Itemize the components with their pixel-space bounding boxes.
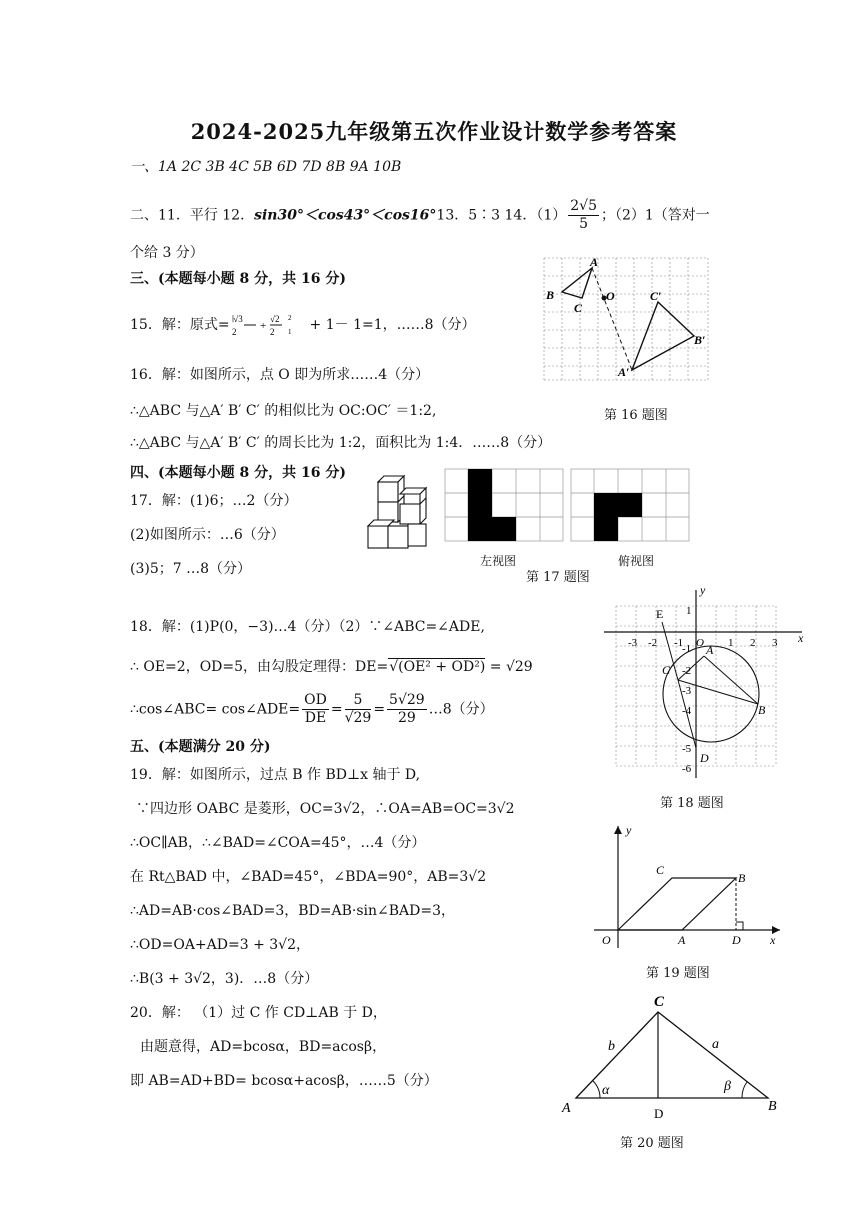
fig18-caption: 第 18 题图	[660, 796, 724, 811]
figure-18	[600, 584, 810, 780]
q17-line-1: 17．解：(1)6；…2（分）	[130, 493, 298, 509]
fig17-caption: 第 17 题图	[526, 570, 590, 585]
figure-20	[556, 992, 790, 1122]
page-title: 2024-2025九年级第五次作业设计数学参考答案	[190, 119, 678, 144]
q19-line-6: ∴OD=OA+AD=3 + 3√2，	[130, 937, 310, 953]
fig18-label-B: B	[758, 703, 766, 717]
q18-frac-2-num: 5	[345, 692, 372, 710]
fig18-xtick: -2	[648, 637, 658, 649]
fig18-ytick: 1	[686, 605, 692, 617]
fill-blank-line	[130, 198, 710, 233]
fig19-label-D: D	[732, 933, 741, 947]
fig18-label-C: C	[662, 663, 671, 677]
fig20-label-a: a	[712, 1037, 719, 1052]
fig18-label-E: E	[656, 607, 664, 621]
q18-sqrt-expr: √(OE² + OD²)	[389, 659, 486, 675]
q14-tail: ；（2）1（答对一	[600, 207, 710, 224]
fig18-label-A: A	[706, 643, 714, 657]
fig18-xtick: 1	[728, 637, 734, 649]
q16-line-2: ∴△ABC 与△A′ B′ C′ 的相似比为 OC:OC′ ＝1:2,	[130, 403, 437, 419]
q16-line-1: 16．解：如图所示，点 O 即为所求……4（分）	[130, 367, 430, 383]
svg-text:√2: √2	[269, 314, 279, 324]
fig16-label-C-prime: C′	[650, 289, 662, 303]
fig18-ytick: -4	[682, 705, 692, 717]
fig20-label-A: A	[562, 1101, 571, 1116]
fig19-label-B: B	[738, 871, 746, 885]
q19-line-2: ∵四边形 OABC 是菱形，OC=3√2，∴OA=AB=OC=3√2	[136, 801, 515, 817]
q20-line-1: 20．解： （1）过 C 作 CD⊥AB 于 D，	[130, 1005, 387, 1021]
section-3-heading: 三、(本题每小题 8 分，共 16 分)	[130, 271, 346, 287]
svg-text:+: +	[259, 320, 266, 332]
fig20-label-beta: β	[724, 1079, 731, 1094]
fig18-ytick: -5	[682, 743, 692, 755]
fig18-label-D: D	[700, 751, 709, 765]
fig18-x-label: x	[798, 631, 804, 645]
figure-17-left-view	[444, 468, 564, 542]
section-4-heading: 四、(本题每小题 8 分，共 16 分)	[130, 465, 346, 481]
q18-frac-1-den: DE	[304, 710, 327, 726]
q18-line-3: ∴cos∠ABC= cos∠ADE= $\frac{OD}{DE}$ = $\frac{5}{√29}$ = $\frac{5√29}{29}$ …8（分）	[130, 692, 494, 726]
fig16-label-A: A	[590, 255, 599, 269]
figure-17-cubes	[364, 470, 440, 556]
q12-answer: sin30°＜cos43°＜cos16°	[254, 207, 437, 224]
q11-12-text: 二、11．平行 12．	[130, 207, 255, 224]
fig18-xtick: 2	[750, 637, 756, 649]
q18-frac-2-den: √29	[344, 710, 372, 726]
fig16-label-C: C	[574, 301, 583, 315]
q18-line-3-text: ∴cos∠ABC= cos∠ADE=	[130, 701, 301, 718]
figure-19	[590, 820, 790, 952]
fig17-top-view-label: 俯视图	[618, 554, 655, 568]
q18-frac-3-den: 29	[397, 710, 416, 726]
fig18-ytick: -2	[682, 665, 692, 677]
fig16-label-A-prime: A′	[618, 365, 630, 379]
svg-text:2: 2	[287, 314, 292, 322]
q18-line-2-text: ∴ OE=2，OD=5，由勾股定理得：DE=	[130, 659, 389, 675]
q19-line-3: ∴OC∥AB，∴∠BAD=∠COA=45°，…4（分）	[130, 835, 426, 851]
fig20-label-D: D	[654, 1106, 664, 1121]
fig19-caption: 第 19 题图	[646, 966, 710, 981]
fig19-y-label: y	[626, 823, 632, 837]
fig19-label-A: A	[678, 933, 686, 947]
fig16-label-B: B	[546, 288, 555, 302]
q19-line-7: ∴B(3 + 3√2，3)．…8（分）	[130, 971, 319, 987]
svg-text:1: 1	[287, 328, 292, 336]
q17-line-3: (3)5；7 …8（分）	[130, 561, 252, 577]
fig16-label-B-prime: B′	[694, 333, 706, 347]
fig20-caption: 第 20 题图	[620, 1136, 684, 1151]
section-5-heading: 五、(本题满分 20 分)	[130, 739, 271, 755]
fig20-label-b: b	[608, 1039, 615, 1054]
q18-sqrt-result: = √29	[489, 659, 533, 675]
figure-16	[540, 254, 712, 384]
svg-text:2: 2	[269, 327, 275, 337]
q19-line-1: 19．解：如图所示，过点 B 作 BD⊥x 轴于 D,	[130, 767, 421, 783]
fill-blank-line-2: 个给 3 分）	[130, 245, 204, 261]
q16-line-3: ∴△ABC 与△A′ B′ C′ 的周长比为 1:2，面积比为 1:4．……8（分）	[130, 435, 552, 451]
q18-line-3-end: …8（分）	[428, 701, 494, 718]
q18-line-1: 18．解：(1)P(0，−3)…4（分）（2）∵∠ABC=∠ADE,	[130, 619, 485, 635]
fig20-label-C: C	[654, 994, 665, 1010]
fig16-caption: 第 16 题图	[604, 408, 668, 423]
q15-suffix: + 1－ 1=1，……8（分）	[309, 317, 476, 333]
fig20-label-B: B	[768, 1099, 777, 1114]
q15-garbled-expression	[230, 312, 310, 338]
q17-line-2: (2)如图所示：…6（分）	[130, 527, 285, 543]
fig20-label-alpha: α	[602, 1083, 610, 1098]
fig18-xtick: 3	[772, 637, 778, 649]
q15-line	[130, 312, 476, 338]
q20-line-3: 即 AB=AD+BD= bcosα+acosβ，……5（分）	[130, 1073, 438, 1089]
fig18-xtick: -3	[628, 637, 638, 649]
q14-denominator: 5	[579, 216, 589, 232]
q20-line-2: 由题意得，AD=bcosα，BD=acosβ，	[140, 1039, 387, 1055]
figure-17-top-view	[570, 468, 690, 542]
fig19-label-C: C	[656, 863, 665, 877]
q18-frac-1-num: OD	[304, 692, 327, 708]
q18-frac-3-num: 5√29	[389, 692, 425, 708]
q19-line-4: 在 Rt△BAD 中，∠BAD=45°，∠BDA=90°，AB=3√2	[130, 869, 487, 885]
fig18-ytick: -6	[682, 763, 692, 775]
fig16-label-O: O	[606, 289, 615, 303]
q18-frac-2	[345, 692, 372, 727]
q13-14-text: 13．5∶3 14．（1）	[436, 207, 567, 224]
q18-line-2	[130, 656, 533, 676]
svg-text:2: 2	[231, 327, 237, 337]
q18-frac-1	[302, 692, 329, 727]
q19-line-5: ∴AD=AB·cos∠BAD=3，BD=AB·sin∠BAD=3，	[130, 903, 456, 919]
q14-fraction	[568, 198, 599, 233]
q15-prefix: 15．解：原式=	[130, 317, 230, 333]
fig17-left-view-label: 左视图	[480, 554, 517, 568]
q18-frac-3	[387, 692, 427, 727]
fig18-xtick: O	[696, 637, 704, 649]
fig19-x-label: x	[770, 933, 776, 947]
fig18-ytick: -3	[682, 685, 692, 697]
svg-text:𝄁√3: 𝄁√3	[231, 314, 243, 324]
fig19-label-O: O	[602, 933, 611, 947]
fig18-ytick: -1	[682, 643, 692, 655]
q14-numerator: 2√5	[570, 198, 597, 214]
fig18-y-label: y	[700, 584, 706, 597]
answer-choice-line: 一、1A 2C 3B 4C 5B 6D 7D 8B 9A 10B	[130, 159, 402, 175]
fig18-xtick: -1	[674, 637, 684, 649]
